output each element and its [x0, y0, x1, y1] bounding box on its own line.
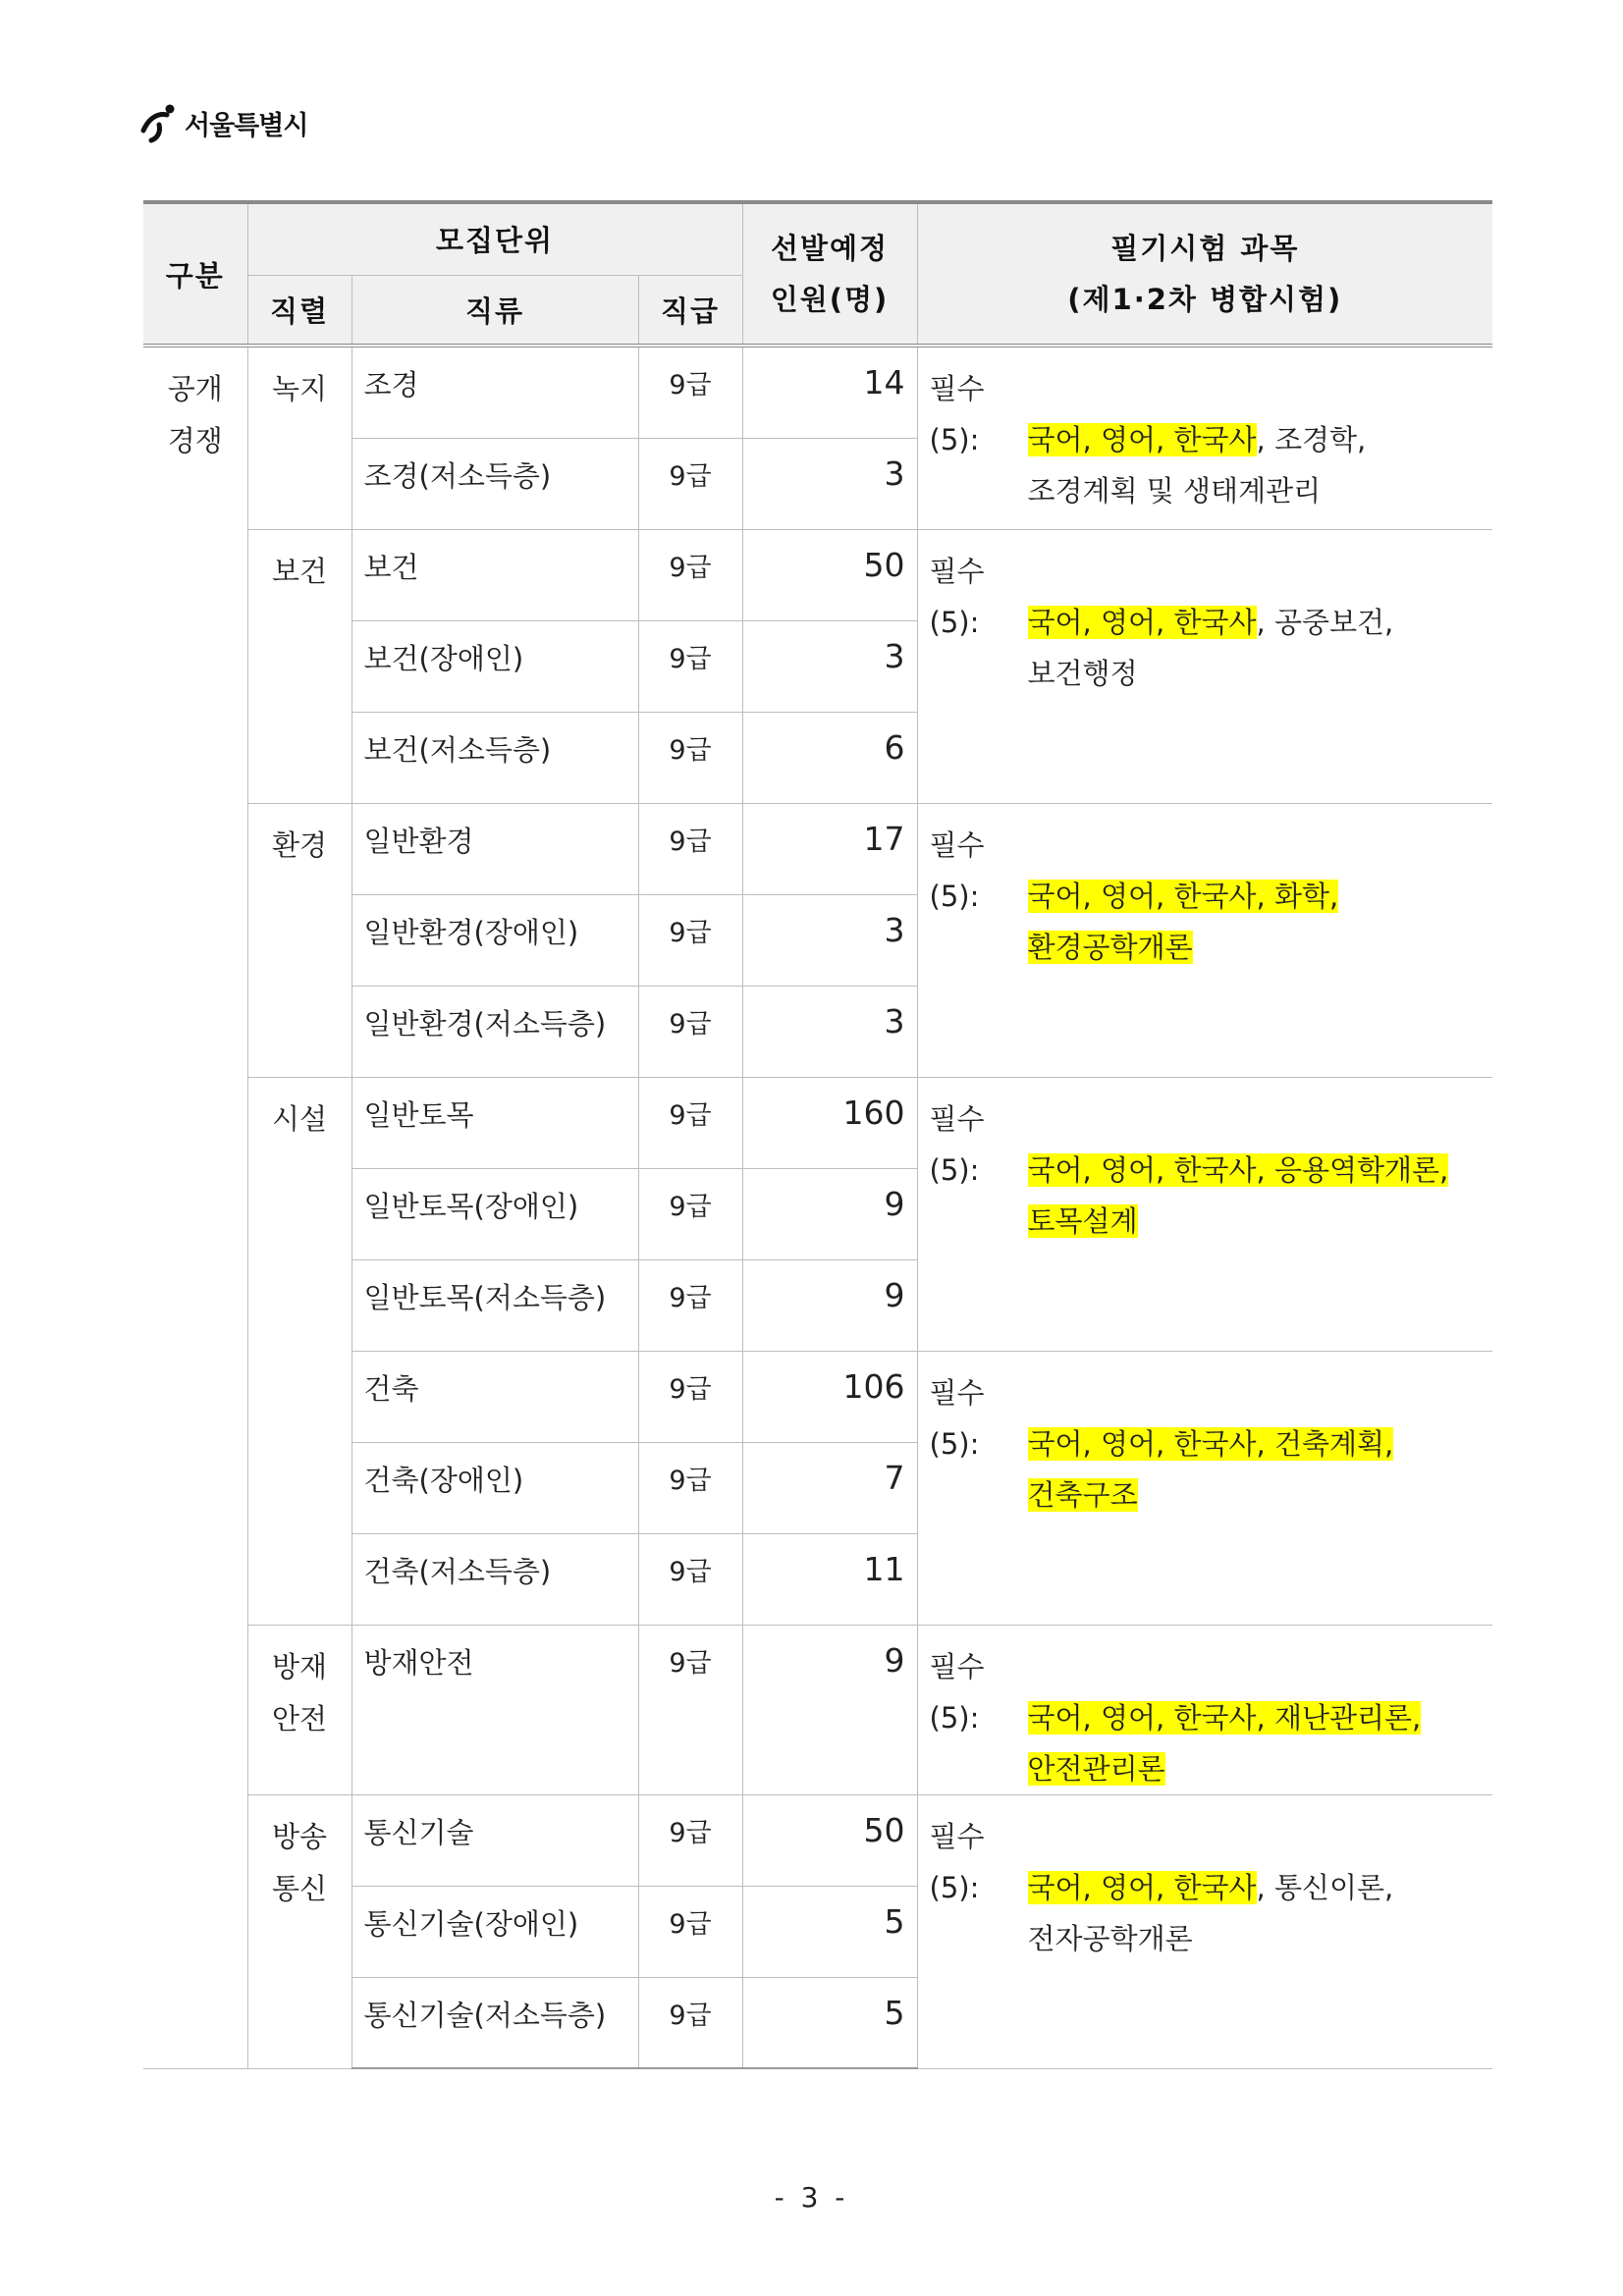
grade-cell: 9급 [638, 438, 742, 529]
jikryeol-label: 안전 [271, 1701, 328, 1735]
required-label: 필수(5): [929, 554, 985, 639]
jikryeol-label: 방송 [271, 1819, 328, 1853]
grade-cell: 9급 [638, 1442, 742, 1533]
jikryu-cell: 조경 [352, 346, 638, 438]
subject-line2-text: 건축구조 [1027, 1477, 1138, 1512]
jikryu-cell: 조경(저소득층) [352, 438, 638, 529]
subject-cell [917, 346, 1492, 529]
grade-cell: 9급 [638, 620, 742, 712]
brand-name: 서울특별시 [185, 110, 308, 141]
header-count-line2: 인원(명) [770, 283, 890, 316]
jikryu-cell: 일반토목(장애인) [352, 1168, 638, 1259]
header-jikryeol: 직렬 [247, 275, 352, 346]
jikryeol-cell [247, 803, 352, 1077]
grade-cell: 9급 [638, 1794, 742, 1886]
common-subjects-highlight: 국어, 영어, 한국사 [1027, 423, 1257, 456]
jikryu-cell: 건축 [352, 1351, 638, 1442]
grade-cell: 9급 [638, 712, 742, 803]
jikryu-cell: 통신기술(장애인) [352, 1886, 638, 1977]
jikryu-cell: 건축(장애인) [352, 1442, 638, 1533]
count-cell: 50 [742, 1794, 917, 1886]
jikryeol-cell [247, 1625, 352, 1794]
grade-cell: 9급 [638, 529, 742, 620]
grade-cell: 9급 [638, 1886, 742, 1977]
header-grade: 직급 [638, 275, 742, 346]
jikryeol-cell [247, 346, 352, 529]
header-jikryu: 직류 [352, 275, 638, 346]
common-subjects-highlight: 국어, 영어, 한국사, 화학, [1027, 879, 1339, 913]
count-cell: 14 [742, 346, 917, 438]
subject-cell [917, 529, 1492, 803]
jikryeol-label: 시설 [271, 1101, 328, 1136]
subject-line2 [930, 1743, 1482, 1794]
count-cell: 17 [742, 803, 917, 894]
jikryu-cell: 건축(저소득층) [352, 1533, 638, 1625]
jikryu-cell: 통신기술 [352, 1794, 638, 1886]
header-unit: 모집단위 [247, 202, 742, 275]
page-number: - 3 - [774, 2181, 849, 2214]
header-subject-line2: (제1·2차 병합시험) [1067, 283, 1343, 316]
required-label: 필수(5): [929, 1101, 985, 1187]
jikryeol-label: 환경 [271, 828, 328, 862]
gubun-line1: 공개 [167, 372, 223, 405]
extra-subjects: , 조경학, [1256, 423, 1367, 456]
extra-subjects: , 통신이론, [1256, 1870, 1394, 1904]
count-cell: 106 [742, 1351, 917, 1442]
count-cell: 9 [742, 1168, 917, 1259]
count-cell: 3 [742, 620, 917, 712]
jikryeol-label: 방재 [271, 1649, 328, 1683]
subject-cell [917, 1077, 1492, 1351]
grade-cell: 9급 [638, 1259, 742, 1351]
jikryu-cell: 일반환경 [352, 803, 638, 894]
recruitment-table [143, 200, 1492, 2069]
common-subjects-highlight: 국어, 영어, 한국사, 재난관리론, [1027, 1700, 1422, 1735]
header-gubun: 구분 [143, 202, 247, 346]
header-logo [137, 101, 307, 144]
header-subject [917, 202, 1492, 346]
count-cell: 3 [742, 986, 917, 1077]
grade-cell: 9급 [638, 1977, 742, 2068]
grade-cell: 9급 [638, 1351, 742, 1442]
grade-cell: 9급 [638, 346, 742, 438]
grade-cell: 9급 [638, 1533, 742, 1625]
common-subjects-highlight: 국어, 영어, 한국사, 건축계획, [1027, 1426, 1394, 1461]
count-cell: 9 [742, 1259, 917, 1351]
jikryu-cell: 보건(저소득층) [352, 712, 638, 803]
subject-line2 [930, 922, 1482, 973]
jikryu-cell: 방재안전 [352, 1625, 638, 1794]
subject-line2-text: 전자공학개론 [1027, 1921, 1193, 1955]
jikryeol-cell [247, 1077, 352, 1625]
jikryu-cell: 보건(장애인) [352, 620, 638, 712]
subject-line2-text: 조경계획 및 생태계관리 [1027, 474, 1322, 507]
grade-cell: 9급 [638, 986, 742, 1077]
jikryeol-cell [247, 1794, 352, 2068]
count-cell: 5 [742, 1886, 917, 1977]
jikryeol-label: 통신 [271, 1871, 328, 1905]
subject-cell [917, 1794, 1492, 2068]
subject-line2-text: 보건행정 [1027, 656, 1138, 690]
jikryu-cell: 일반환경(장애인) [352, 894, 638, 986]
jikryeol-label: 보건 [271, 554, 328, 588]
jikryeol-cell [247, 529, 352, 803]
grade-cell: 9급 [638, 894, 742, 986]
count-cell: 160 [742, 1077, 917, 1168]
count-cell: 50 [742, 529, 917, 620]
subject-line2-text: 안전관리론 [1027, 1751, 1165, 1786]
required-label: 필수(5): [929, 828, 985, 913]
required-label: 필수(5): [929, 372, 985, 456]
count-cell: 7 [742, 1442, 917, 1533]
count-cell: 3 [742, 894, 917, 986]
subject-cell [917, 803, 1492, 1077]
count-cell: 6 [742, 712, 917, 803]
grade-cell: 9급 [638, 1625, 742, 1794]
common-subjects-highlight: 국어, 영어, 한국사 [1027, 605, 1257, 639]
required-label: 필수(5): [929, 1375, 985, 1461]
count-cell: 11 [742, 1533, 917, 1625]
header-subject-line1: 필기시험 과목 [1110, 232, 1300, 265]
seoul-logo-icon [137, 101, 181, 144]
subject-line2 [930, 1196, 1482, 1247]
subject-line2 [930, 1913, 1482, 1964]
grade-cell: 9급 [638, 1168, 742, 1259]
subject-line2 [930, 648, 1482, 699]
common-subjects-highlight: 국어, 영어, 한국사, 응용역학개론, [1027, 1152, 1449, 1187]
subject-line2 [930, 1469, 1482, 1521]
subject-cell [917, 1625, 1492, 1794]
jikryu-cell: 일반환경(저소득층) [352, 986, 638, 1077]
jikryu-cell: 보건 [352, 529, 638, 620]
grade-cell: 9급 [638, 803, 742, 894]
header-count-line1: 선발예정 [771, 232, 890, 265]
jikryu-cell: 일반토목(저소득층) [352, 1259, 638, 1351]
jikryu-cell: 일반토목 [352, 1077, 638, 1168]
count-cell: 5 [742, 1977, 917, 2068]
jikryeol-label: 녹지 [271, 372, 328, 405]
subject-line2-text: 환경공학개론 [1027, 930, 1193, 964]
count-cell: 3 [742, 438, 917, 529]
required-label: 필수(5): [929, 1649, 985, 1735]
gubun-cell [143, 346, 247, 2068]
required-label: 필수(5): [929, 1819, 985, 1904]
subject-line2 [930, 465, 1482, 516]
header-count [742, 202, 917, 346]
jikryu-cell: 통신기술(저소득층) [352, 1977, 638, 2068]
gubun-line2: 경쟁 [167, 424, 223, 457]
count-cell: 9 [742, 1625, 917, 1794]
extra-subjects: , 공중보건, [1256, 605, 1394, 639]
common-subjects-highlight: 국어, 영어, 한국사 [1027, 1870, 1257, 1904]
subject-cell [917, 1351, 1492, 1625]
grade-cell: 9급 [638, 1077, 742, 1168]
subject-line2-text: 토목설계 [1027, 1203, 1138, 1238]
